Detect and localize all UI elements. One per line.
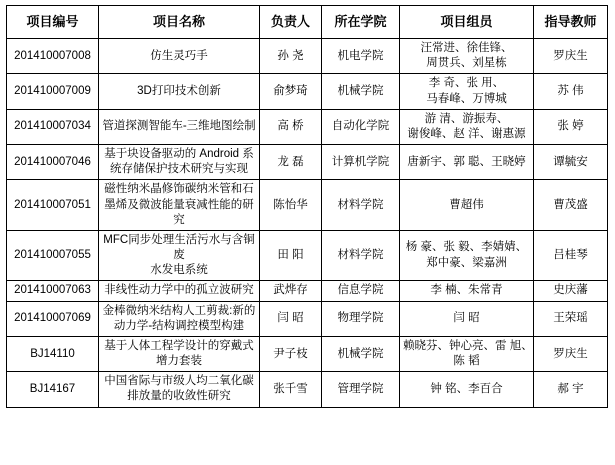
cell-advisor: 苏 伟 [534,74,608,109]
project-title-line: 基于块设备驱动的 Android 系 [104,148,254,161]
cell-members [400,372,534,407]
cell-advisor: 谭毓安 [534,145,608,180]
cell-advisor: 罗庆生 [534,336,608,371]
cell-members [400,281,534,301]
cell-advisor: 史庆藩 [534,281,608,301]
project-title-line: 墨烯及微波能量衰减性能的研究 [104,198,254,226]
header-cell-college: 所在学院 [322,6,400,39]
table-row [7,74,608,109]
project-title-line: 中国省际与市级人均二氧化碳 [104,375,254,388]
header-cell-leader: 负责人 [260,6,322,39]
cell-project-id: BJ14110 [7,336,99,371]
cell-college: 机械学院 [322,336,400,371]
project-title-line: 排放量的收敛性研究 [127,390,231,403]
cell-leader: 张千雪 [260,372,322,407]
member-line: 周贯兵、刘星栋 [426,57,507,70]
cell-project-id: 201410007063 [7,281,99,301]
cell-college: 物理学院 [322,301,400,336]
cell-leader: 陈怡华 [260,180,322,231]
cell-project-id: 201410007051 [7,180,99,231]
cell-college: 计算机学院 [322,145,400,180]
table-row [7,301,608,336]
member-line: 李 楠、朱常青 [430,284,503,297]
table-body [7,39,608,408]
cell-college: 材料学院 [322,230,400,281]
cell-project-title [99,145,260,180]
project-title-line: 3D打印技术创新 [137,84,221,97]
member-line: 郑中豪、梁嘉洲 [426,256,507,269]
cell-project-id: BJ14167 [7,372,99,407]
cell-advisor: 罗庆生 [534,39,608,74]
project-title-line: 动力学-结构调控模型构建 [113,319,245,332]
member-line: 唐新宇、郭 聪、王晓婷 [407,155,526,168]
header-cell-advisor: 指导教师 [534,6,608,39]
cell-project-id: 201410007034 [7,109,99,144]
member-line: 游 清、游振寿、 [424,112,509,125]
table-row [7,336,608,371]
member-line: 谢俊峰、赵 洋、谢惠源 [407,127,526,140]
cell-advisor: 郝 宇 [534,372,608,407]
cell-college: 机械学院 [322,74,400,109]
cell-members [400,301,534,336]
member-line: 杨 豪、张 毅、李婧婧、 [405,241,528,254]
cell-project-id: 201410007009 [7,74,99,109]
table-row [7,372,608,407]
project-title-line: 统存储保护技术研究与实现 [110,163,248,176]
cell-project-title [99,74,260,109]
table-row [7,39,608,74]
cell-leader: 武烨存 [260,281,322,301]
project-title-line: 管道探测智能车-三维地图绘制 [102,120,256,133]
cell-advisor: 吕桂琴 [534,230,608,281]
member-line: 陈 韬 [453,355,480,368]
cell-leader: 龙 磊 [260,145,322,180]
member-line: 曹超伟 [449,198,484,211]
cell-college: 信息学院 [322,281,400,301]
cell-advisor: 曹茂盛 [534,180,608,231]
member-line: 李 奇、张 用、 [428,77,505,90]
header-cell-members: 项目组员 [400,6,534,39]
cell-project-id: 201410007055 [7,230,99,281]
table-row [7,281,608,301]
table-row [7,145,608,180]
cell-college: 管理学院 [322,372,400,407]
table-header [7,6,608,39]
project-title-line: 基于人体工程学设计的穿戴式 [104,339,254,352]
member-line: 赖晓芬、钟心亮、雷 旭、 [403,339,533,352]
cell-members [400,74,534,109]
cell-members [400,109,534,144]
header-row [7,6,608,39]
cell-project-title [99,109,260,144]
table-row [7,230,608,281]
cell-members [400,336,534,371]
cell-leader: 高 桥 [260,109,322,144]
cell-members [400,39,534,74]
cell-project-id: 201410007069 [7,301,99,336]
header-cell-title: 项目名称 [99,6,260,39]
cell-advisor: 张 婷 [534,109,608,144]
project-title-line: 水发电系统 [150,264,208,277]
member-line: 钟 铭、李百合 [430,382,503,395]
table-row [7,180,608,231]
cell-project-title [99,336,260,371]
table-row [7,109,608,144]
cell-leader: 俞梦琦 [260,74,322,109]
cell-advisor: 王荣瑶 [534,301,608,336]
project-title-line: 非线性动力学中的孤立波研究 [104,284,254,297]
member-line: 汪常进、徐佳锋、 [420,42,513,54]
cell-leader: 孙 尧 [260,39,322,74]
project-title-line: 仿生灵巧手 [150,49,208,62]
cell-college: 材料学院 [322,180,400,231]
project-title-line: 磁性纳米晶修饰碳纳米管和石 [104,183,254,196]
cell-leader: 尹子枝 [260,336,322,371]
cell-members [400,145,534,180]
cell-project-id: 201410007008 [7,39,99,74]
project-title-line: 金棒微纳米结构人工剪裁:新的 [102,304,256,317]
cell-leader: 闫 昭 [260,301,322,336]
cell-project-title [99,39,260,74]
cell-project-id: 201410007046 [7,145,99,180]
cell-members [400,230,534,281]
project-title-line: MFC同步处理生活污水与含铜废 [103,233,255,262]
member-line: 闫 昭 [453,312,480,325]
member-line: 马春峰、万博城 [426,92,507,105]
projects-table [6,5,608,408]
cell-leader: 田 阳 [260,230,322,281]
cell-project-title [99,230,260,281]
cell-project-title [99,372,260,407]
cell-members [400,180,534,231]
header-cell-id: 项目编号 [7,6,99,39]
cell-project-title [99,301,260,336]
project-title-line: 增力套装 [156,355,202,368]
cell-project-title [99,180,260,231]
cell-project-title [99,281,260,301]
cell-college: 机电学院 [322,39,400,74]
cell-college: 自动化学院 [322,109,400,144]
